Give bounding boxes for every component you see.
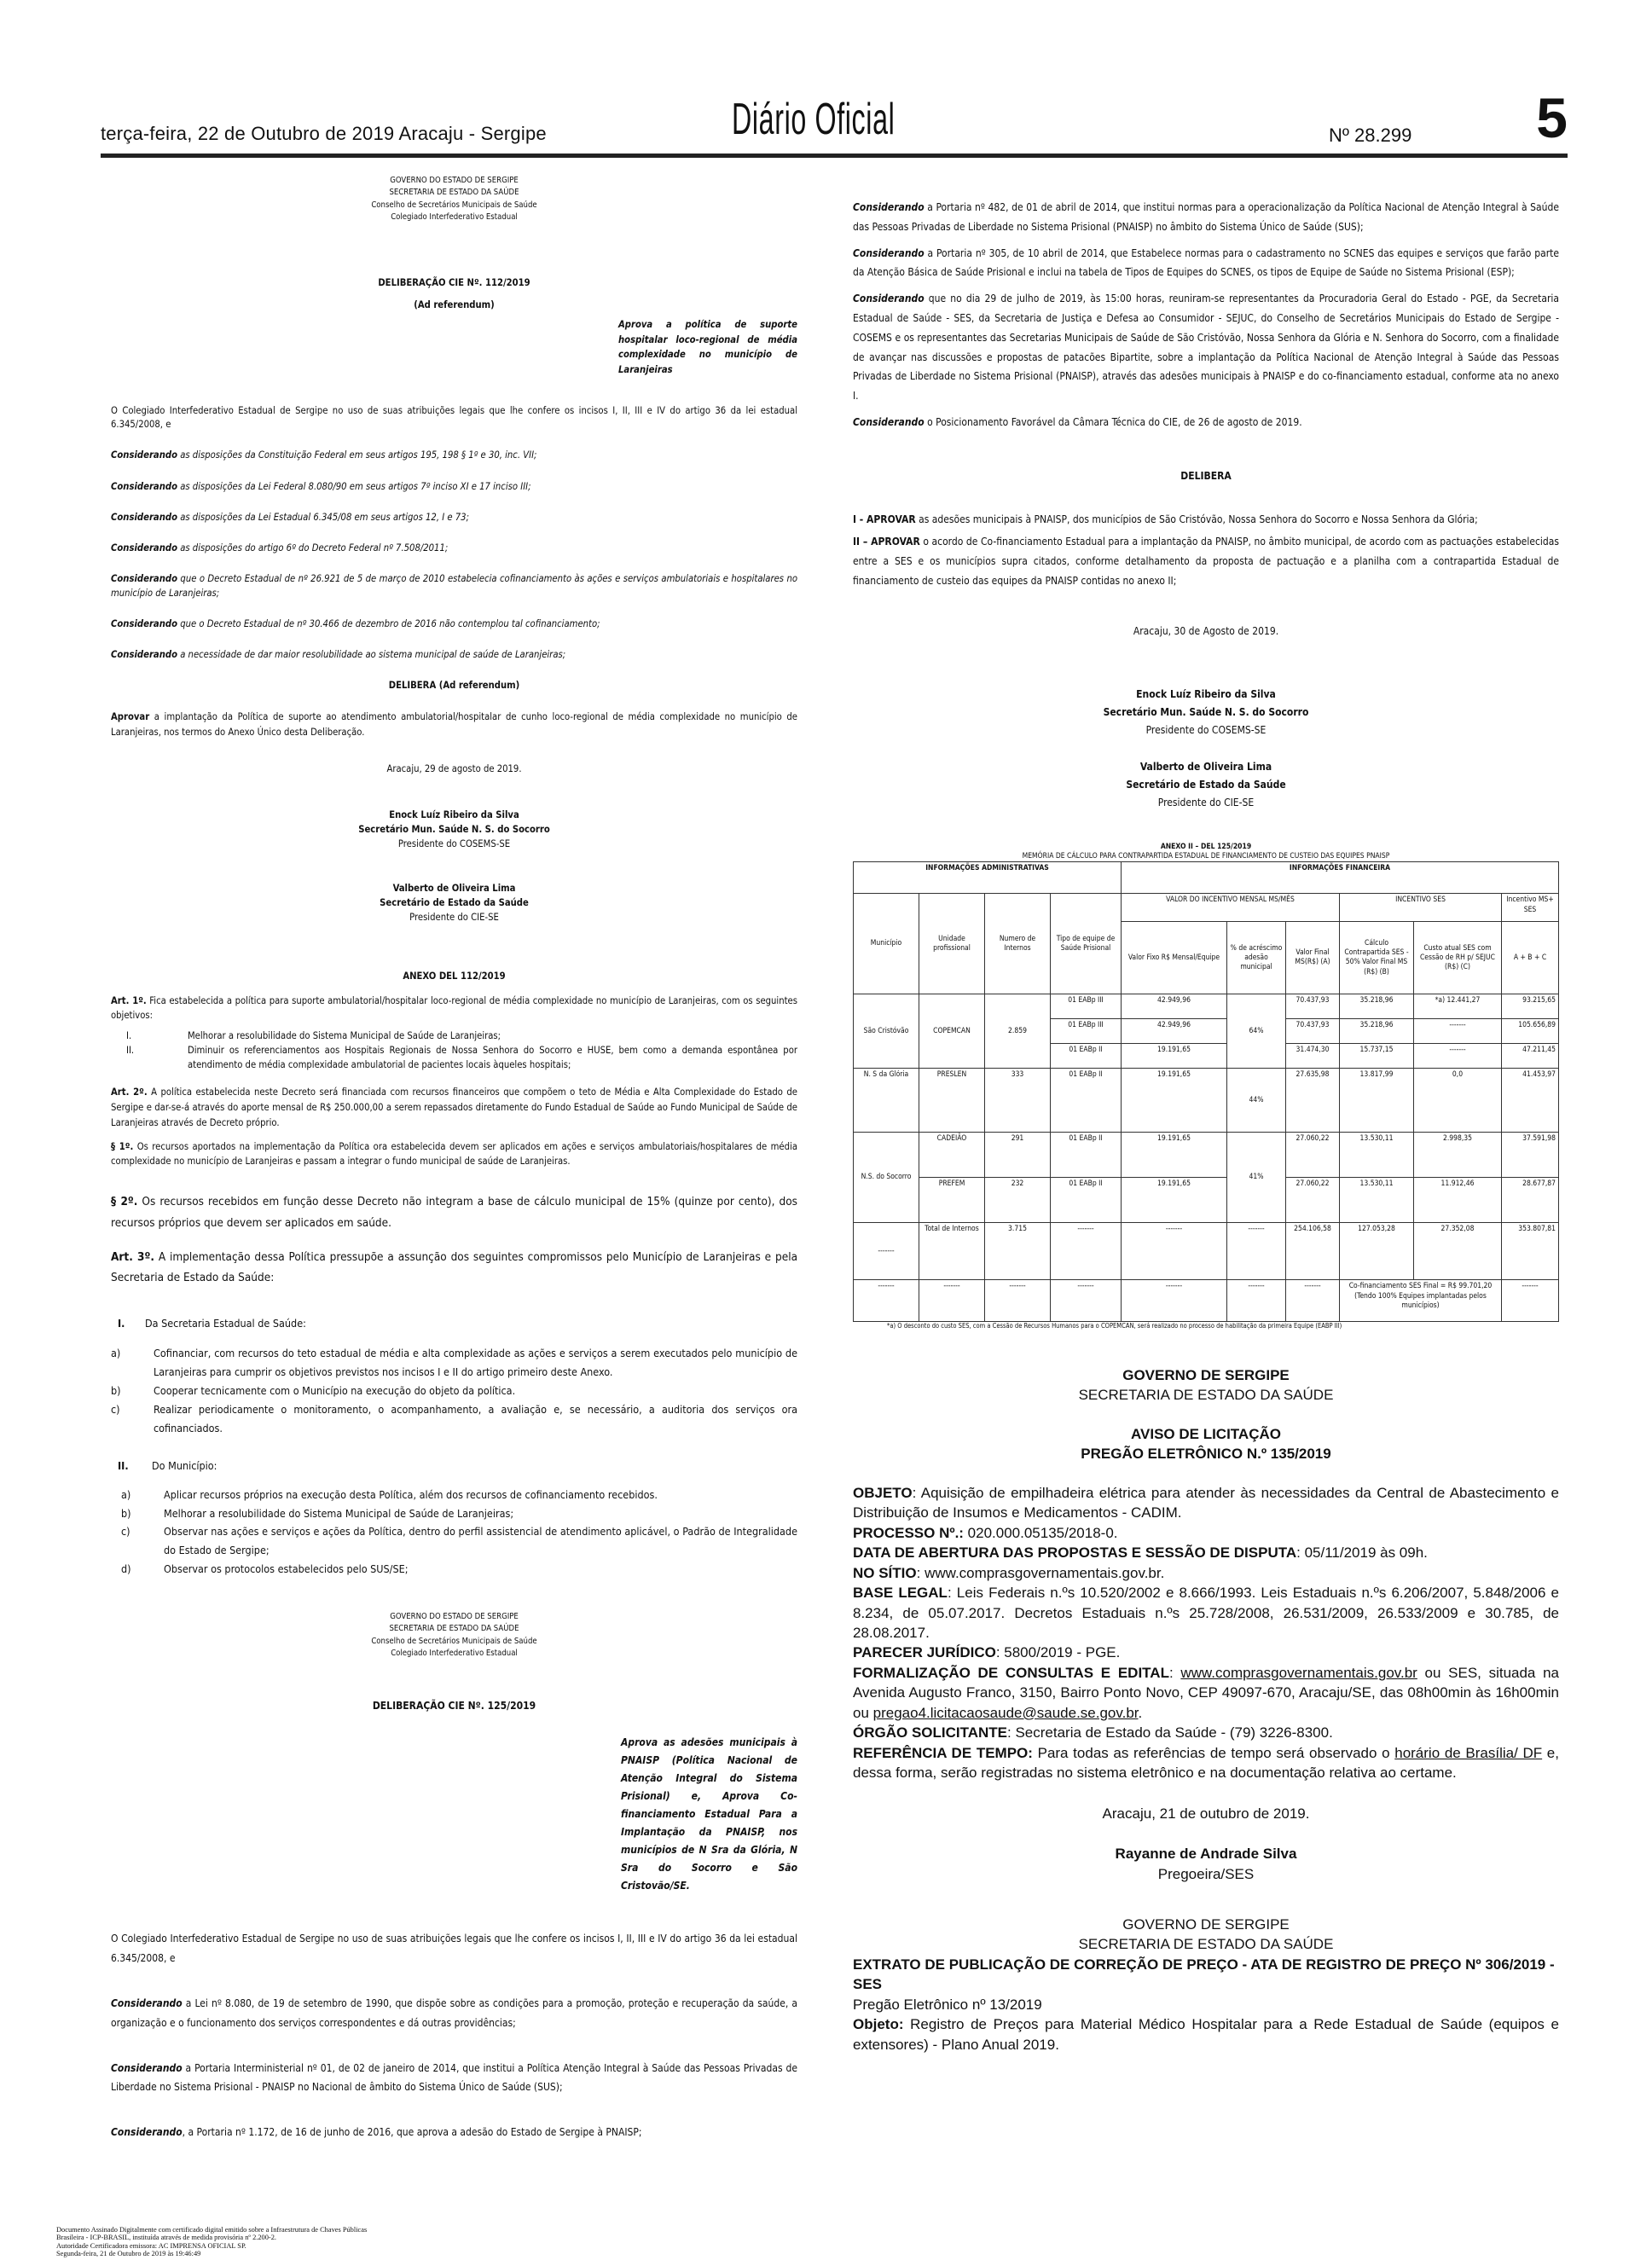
table-cell: 15.737,15 [1340,1044,1414,1069]
table-cell: *a) 12.441,27 [1414,994,1502,1019]
aviso-pregao: PREGÃO ELETRÔNICO N.º 135/2019 [1081,1446,1331,1463]
considerando-text: que o Decreto Estadual de nº 26.921 de 5 de março de 2010 estabelecia cofinanciamento às ações e serviços ambulatoriais e hospitalares no município de Laranjeiras; [111,573,797,599]
signer-title: Presidente do CIE-SE [1157,796,1255,808]
sec2 [111,1457,797,1579]
extrato-objeto-label: Objeto: [853,2016,904,2033]
list-text: Cooperar tecnicamente com o Município na execução do objeto da política. [154,1384,516,1398]
table-cell: 27.060,22 [1286,1133,1340,1178]
aprovar-text: a implantação da Política de suporte ao atendimento ambulatorial/hospitalar de cunho loco-regional de média complexidade no município de Laranjeiras, nos termos do Anexo Único desta Deliberação. [111,711,797,739]
considerando-lead: Considerando [111,511,177,523]
signer-role: Secretário Mun. Saúde N. S. do Socorro [358,823,550,835]
par2-lead: § 2º. [111,1195,138,1209]
considerando [111,2123,797,2142]
table-row [854,1069,1559,1133]
parecer-value: : 5800/2019 - PGE. [995,1644,1121,1661]
art1-list [111,1029,797,1073]
table-cell: 2.998,35 [1414,1133,1502,1178]
list-marker: a) [111,1347,121,1360]
table-cell: 0,0 [1414,1069,1502,1133]
sec2-mark: II. [118,1458,129,1472]
table-cell: ------- [1286,1280,1340,1322]
table-cell: ------- [1502,1280,1559,1322]
del125-ementa: Aprova as adesões municipais à PNAISP (Política Nacional de Atenção Integral do Sistema Prisional) e, Aprova Co-financiamento Estadual Para a Implantação da PNAISP, nos municípios de N Sra da Glória, N Sra do Socorro e São Cristovão/SE. [621,1736,797,1892]
footer-line: Documento Assinado Digitalmente com certificado digital emitido sobre a Infraestrutura de Chaves Públicas [56,2226,368,2234]
col-header: Valor Final MS(R$) (A) [1286,922,1340,994]
extrato-sec: SECRETARIA DE ESTADO DA SAÚDE [1078,1936,1334,1953]
table-cell: PRESLEN [919,1069,985,1133]
sitio-value: : www.comprasgovernamentais.gov.br. [916,1564,1165,1581]
sec1-list [111,1344,797,1437]
sec1-title: Da Secretaria Estadual de Saúde: [145,1316,306,1330]
considerando-text: a necessidade de dar maior resolubilidade ao sistema municipal de saúde de Laranjeiras; [177,649,566,661]
page-number: 5 [1536,86,1568,149]
table-cell: ------- [1122,1223,1227,1280]
col-header: Custo atual SES com Cessão de RH p/ SEJUC (R$) (C) [1414,922,1502,994]
item1-lead: I - APROVAR [853,513,916,525]
table-cell: N.S. do Socorro [854,1133,919,1223]
signer-name: Valberto de Oliveira Lima [392,882,516,894]
masthead-rule [101,154,1568,158]
header-line: Colegiado Interfederativo Estadual [391,1648,518,1658]
table-cell: 105.656,89 [1502,1019,1559,1044]
del112-header [111,175,797,223]
considerando [111,617,797,631]
processo-value: 020.000.05135/2018-0. [963,1524,1118,1541]
list-text: Cofinanciar, com recursos do teto estadual de média e alta complexidade as ações e serviços a serem executados pelo município de Laranjeiras para cumprir os objetivos previstos nos incisos I e II do artigo primeiro deste Anexo. [154,1347,797,1379]
considerando-text: que o Decreto Estadual de nº 30.466 de dezembro de 2016 não contemplou tal cofinanciamento; [177,617,600,629]
table-cell: ------- [1051,1223,1122,1280]
par2-text: Os recursos recebidos em função desse Decreto não integram a base de cálculo municipal de 15% (quinze por cento), dos recursos próprios que devem ser aplicados em saúde. [111,1195,797,1230]
table-cell: 3.715 [985,1223,1051,1280]
table-cell: 13.530,11 [1340,1133,1414,1178]
data-value: : 05/11/2019 às 09h. [1296,1544,1428,1562]
col-header: Município [854,894,919,994]
considerando [111,449,797,462]
table-cell: 41% [1227,1133,1286,1223]
list-item [111,1029,797,1043]
art2-lead: Art. 2º. [111,1086,148,1098]
considerando [853,289,1559,406]
signature-block [111,881,797,925]
art3-lead: Art. 3º. [111,1249,154,1264]
table-cell: 01 EABp III [1051,994,1122,1019]
del125-header [111,1611,797,1660]
del125-delibera: DELIBERA [1180,469,1232,482]
table-cell: São Cristóvão [854,994,919,1069]
col-header: Numero de Internos [985,894,1051,994]
data-label: DATA DE ABERTURA DAS PROPOSTAS E SESSÃO DE DISPUTA [853,1544,1297,1562]
table-cell: 2.859 [985,994,1051,1069]
table-row [854,1178,1559,1223]
table-cell: ------- [985,1280,1051,1322]
table-cell: ------- [1227,1280,1286,1322]
signature-block [853,758,1559,812]
table-cell: 13.530,11 [1340,1178,1414,1223]
considerando [111,1994,797,2033]
extrato-title: EXTRATO DE PUBLICAÇÃO DE CORREÇÃO DE PREÇO - ATA DE REGISTRO DE PREÇO Nº 306/2019 - SES [853,1956,1555,1993]
considerando [853,413,1559,432]
table-cell: 28.677,87 [1502,1178,1559,1223]
list-text: Melhorar a resolubilidade do Sistema Municipal de Saúde de Laranjeiras; [164,1506,514,1520]
sub-total: Incentivo MS+ SES [1502,894,1559,922]
list-marker: c) [111,1403,120,1417]
aviso-licitacao: GOVERNO DE SERGIPE SECRETARIA DE ESTADO DA SAÚDE AVISO DE LICITAÇÃO PREGÃO ELETRÔNICO N.º 135/2019 OBJETO: Aquisição de empilhadeira elétrica para atender às necessidades da Central de Abastecimento e Distribuição de Insumos e Medicamentos - CADIM. PROCESSO Nº.: 020.000.05135/2018-0. DATA DE ABERTURA DAS PROPOSTAS E SESSÃO DE DISPUTA: 05/11/2019 às 09h. NO SÍTIO: www.comprasgovernamentais.gov.br. BASE LEGAL: Leis Federais n.ºs 10.520/2002 e 8.666/1993. Leis Estaduais n.ºs 6.206/2007, 5.848/2006 e 8.234, de 05.07.2017. Decretos Estaduais n.ºs 25.728/2008, 26.531/2009, 26.533/2009 e 30.785, de 28.08.2017. PARECER JURÍDICO: 5800/2019 - PGE. FORMALIZAÇÃO DE CONSULTAS E EDITAL: www.comprasgovernamentais.gov.br ou SES, situada na Avenida Augusto Franco, 3150, Bairro Ponto Novo, CEP 49097-670, Aracaju/SE, das 08h00min às 16h00min ou pregao4.licitacaosaude@saude.se.gov.br. ÓRGÃO SOLICITANTE: Secretaria de Estado da Saúde - (79) 3226-8300. REFERÊNCIA DE TEMPO: Para todas as referências de tempo será observado o horário de Brasília/ DF e, dessa forma, serão registradas no sistema eletrônico e na documentação relativa ao certame. Aracaju, 21 de outubro de 2019. Rayanne de Andrade Silva Pregoeira/SES [853,1365,1559,1884]
considerando-text: a Portaria nº 482, de 01 de abril de 2014, que institui normas para a operacionalização da Política Nacional de Atenção Integral à Saúde das Pessoas Privadas de Liberdade no Sistema Prisional (PNAISP) no âmbito do Sistema Único de Saúde (SUS); [853,201,1559,233]
signer-name: Enock Luíz Ribeiro da Silva [389,808,519,820]
list-item [111,1382,797,1400]
table-cell: ------- [1122,1280,1227,1322]
list-item [111,1522,797,1560]
signature-block [111,808,797,852]
annex-title: ANEXO DEL 112/2019 [403,970,506,982]
table-cell: 01 EABp II [1051,1178,1122,1223]
form-label: FORMALIZAÇÃO DE CONSULTAS E EDITAL [853,1664,1169,1681]
table-cell: Co-financiamento SES Final = R$ 99.701,20 (Tendo 100% Equipes implantadas pelos municípios) [1340,1280,1502,1322]
considerando-text: as disposições do artigo 6º do Decreto Federal nº 7.508/2011; [177,542,449,554]
annex2-title: ANEXO II – DEL 125/2019 [1160,842,1252,851]
base-label: BASE LEGAL [853,1585,948,1602]
list-item [111,1043,797,1073]
aviso-gov: GOVERNO DE SERGIPE [1122,1366,1290,1383]
list-text: Realizar periodicamente o monitoramento, o acompanhamento, a avaliação e, se necessário, a auditoria dos serviços ora cofinanciados. [154,1403,797,1434]
del112-preamble: O Colegiado Interfederativo Estadual de Sergipe no uso de suas atribuições legais que lhe confere os incisos I, II, III e IV do artigo 36 da lei estadual 6.345/2008, e [111,404,797,431]
footer-line: Segunda-feira, 21 de Outubro de 2019 às 19:46:49 [56,2250,201,2258]
aviso-title: AVISO DE LICITAÇÃO [1131,1425,1281,1442]
list-marker: b) [111,1384,121,1398]
signer-name: Enock Luíz Ribeiro da Silva [1136,687,1276,700]
email-link[interactable]: pregao4.licitacaosaude@saude.se.gov.br [872,1704,1139,1721]
table-cell: 127.053,28 [1340,1223,1414,1280]
header-line: GOVERNO DO ESTADO DE SERGIPE [390,176,519,185]
list-item [111,1400,797,1438]
del125-considerandos-left [111,1994,797,2142]
annex2-subtitle: MEMÓRIA DE CÁLCULO PARA CONTRAPARTIDA ESTADUAL DE FINANCIAMENTO DE CUSTEIO DAS EQUIPES PNAISP [1022,852,1390,861]
art1-lead: Art. 1º. [111,994,147,1006]
table-cell: PREFEM [919,1178,985,1223]
considerando-lead: Considerando [111,649,177,661]
table-cell: 01 EABp II [1051,1044,1122,1069]
group-admin: INFORMAÇÕES ADMINISTRATIVAS [854,862,1122,894]
considerando [111,480,797,494]
table-cell: ------- [919,1280,985,1322]
del125-title: DELIBERAÇÃO CIE Nº. 125/2019 [372,1700,536,1713]
sec2-title: Do Município: [152,1458,217,1472]
considerando-text: o Posicionamento Favorável da Câmara Técnica do CIE, de 26 de agosto de 2019. [924,415,1302,428]
annex2-heading [853,843,1559,862]
del125-preamble: O Colegiado Interfederativo Estadual de Sergipe no uso de suas atribuições legais que lhe confere os incisos I, II, III e IV do artigo 36 da lei estadual 6.345/2008, e [111,1933,797,1965]
table-cell: 27.060,22 [1286,1178,1340,1223]
table-cell: ------- [1051,1280,1122,1322]
masthead [101,86,1568,155]
table-cell: 19.191,65 [1122,1069,1227,1133]
form-text: ou SES, situada na Avenida Augusto Franco, 3150, Bairro Ponto Novo, CEP 49097-670, Aracaju/SE, das 08h00min às 16h00min ou [853,1664,1559,1721]
del112-title: DELIBERAÇÃO CIE Nº. 112/2019 [378,277,530,288]
table-row-final [854,1280,1559,1322]
aviso-date: Aracaju, 21 de outubro de 2019. [1102,1805,1310,1822]
item2-lead: II – APROVAR [853,536,920,548]
left-column [111,175,797,2142]
considerando-lead: Considerando [111,617,177,629]
table-cell: 64% [1227,994,1286,1069]
table-cell: 11.912,46 [1414,1178,1502,1223]
table-cell: ------- [1227,1223,1286,1280]
table-cell: 19.191,65 [1122,1133,1227,1178]
signature-block [853,686,1559,739]
list-item [111,1560,797,1579]
considerando-lead: Considerando [111,2061,183,2074]
processo-label: PROCESSO Nº.: [853,1524,964,1541]
table-row [854,994,1559,1019]
list-marker: d) [121,1562,131,1576]
signer-role: Secretário Mun. Saúde N. S. do Socorro [1103,705,1309,718]
group-fin: INFORMAÇÕES FINANCEIRA [1122,862,1559,894]
sec1 [111,1314,797,1438]
orgao-value: : Secretaria de Estado da Saúde - (79) 3226-8300. [1007,1724,1333,1742]
list-text: Observar nas ações e serviços e ações da Política, dentro do perfil assistencial de atendimento aplicável, o Padrão de Integralidade do Estado de Sergipe; [164,1525,797,1557]
table-cell: N. S da Glória [854,1069,919,1133]
table-cell: 70.437,93 [1286,994,1340,1019]
table-cell: 27.635,98 [1286,1069,1340,1133]
edition-number: Nº 28.299 [1329,125,1412,146]
sub-ses: INCENTIVO SES [1340,894,1502,922]
considerando-text: as disposições da Constituição Federal em seus artigos 195, 198 § 1º e 30, inc. VII; [177,449,537,461]
del112-date: Aracaju, 29 de agosto de 2019. [386,763,522,775]
list-marker: I. [126,1029,132,1041]
considerando-lead: Considerando [111,1997,183,2010]
table-cell: 35.218,96 [1340,1019,1414,1044]
signer-title: Presidente do COSEMS-SE [1145,723,1267,736]
table-cell: 47.211,45 [1502,1044,1559,1069]
considerando-lead: Considerando [853,246,925,259]
table-cell: 27.352,08 [1414,1223,1502,1280]
table-cell: 232 [985,1178,1051,1223]
extrato-gov: GOVERNO DE SERGIPE [1122,1915,1290,1933]
del112-ementa: Aprova a política de suporte hospitalar loco-regional de média complexidade no município de Laranjeiras [618,319,797,375]
col-header: A + B + C [1502,922,1559,994]
table-cell: 35.218,96 [1340,994,1414,1019]
list-item [111,1504,797,1523]
header-line: Conselho de Secretários Municipais de Saúde [371,200,537,210]
sitio-label: NO SÍTIO [853,1564,917,1581]
table-cell: CADEIÃO [919,1133,985,1178]
sub-ms: VALOR DO INCENTIVO MENSAL MS/MÊS [1122,894,1340,922]
footer-line: Brasileira - ICP-BRASIL, instituída através de medida provisória nº 2.200-2. [56,2234,276,2242]
list-text: Melhorar a resolubilidade do Sistema Municipal de Saúde de Laranjeiras; [188,1029,501,1041]
extrato [853,1915,1559,2054]
signer-title: Presidente do COSEMS-SE [397,838,511,850]
considerando-lead: Considerando [111,2126,183,2139]
col-header: Valor Fixo R$ Mensal/Equipe [1122,922,1227,994]
aviso-signer-role: Pregoeira/SES [1157,1865,1255,1882]
aviso-signer: Rayanne de Andrade Silva [1115,1846,1297,1863]
newspaper-title: Diário Oficial [732,95,896,144]
considerando-lead: Considerando [111,573,177,585]
table-cell: 333 [985,1069,1051,1133]
right-column [853,191,1559,2054]
sec2-list [111,1486,797,1579]
item2-text: o acordo de Co-financiamento Estadual para a implantação da PNAISP, no âmbito municipal, de acordo com as pactuações estabelecidas entre a SES e os municípios supra citados, conforme detalhamento da proposta de pactuação e a planilha com a contrapartida Estadual de financiamento de custeio das equipes da PNAISP contidas no anexo II; [853,536,1560,587]
sec1-mark: I. [118,1316,125,1330]
considerando-lead: Considerando [853,201,925,213]
item1-text: as adesões municipais à PNAISP, dos municípios de São Cristóvão, Nossa Senhora do Socorro e Nossa Senhora da Glória; [915,513,1478,525]
table-cell: 19.191,65 [1122,1044,1227,1069]
del112-considerandos [111,449,797,662]
brasilia-time-link: horário de Brasília/ DF [1394,1744,1543,1761]
table-cell: 93.215,65 [1502,994,1559,1019]
annex2-footnote: *a) O desconto do custo SES, com a Cessão de Recursos Humanos para o COPEMCAN, será realizado no processo de habilitação da primeira Equipe (EABP III) [887,1322,1342,1330]
header-line: GOVERNO DO ESTADO DE SERGIPE [390,1612,519,1622]
considerando-lead: Considerando [853,293,925,305]
del125-date: Aracaju, 30 de Agosto de 2019. [1133,624,1279,637]
considerando [111,511,797,524]
list-text: Observar os protocolos estabelecidos pelo SUS/SE; [164,1562,409,1576]
table-cell: 42.949,96 [1122,1019,1227,1044]
compras-link[interactable]: www.comprasgovernamentais.gov.br [1180,1664,1417,1681]
table-cell: 41.453,97 [1502,1069,1559,1133]
considerando-text: as disposições da Lei Federal 8.080/90 em seus artigos 7º inciso XI e 17 inciso III; [177,480,531,492]
par1-lead: § 1º. [111,1140,134,1152]
table-cell: 31.474,30 [1286,1044,1340,1069]
col-header: Cálculo Contrapartida SES - 50% Valor Final MS (R$) (B) [1340,922,1414,994]
table-cell: 01 EABp III [1051,1019,1122,1044]
signer-title: Presidente do CIE-SE [409,912,499,924]
table-cell: 254.106,58 [1286,1223,1340,1280]
col-header: Unidade profissional [919,894,985,994]
table-cell: 291 [985,1133,1051,1178]
list-marker: II. [126,1045,135,1057]
ref-text: Para todas as referências de tempo será observado o [1032,1744,1395,1761]
footer-line: Autoridade Certificadora emissora: AC IMPRENSA OFICIAL SP. [56,2241,246,2250]
list-text: Aplicar recursos próprios na execução desta Política, além dos recursos de cofinanciamento recebidos. [164,1487,658,1501]
del125-considerandos-right [853,198,1559,432]
list-marker: b) [121,1506,131,1520]
annex2-table [853,861,1559,1322]
table-cell: 13.817,99 [1340,1069,1414,1133]
considerando [853,244,1559,283]
objeto-label: OBJETO [853,1484,913,1501]
signer-role: Secretário de Estado da Saúde [1126,778,1286,791]
issue-date: terça-feira, 22 de Outubro de 2019 Aracaju - Sergipe [101,123,547,144]
signer-role: Secretário de Estado da Saúde [380,897,529,908]
considerando-text: a Portaria nº 305, de 10 abril de 2014, que Estabelece normas para o cadastramento no SCNES das equipes e serviços que farão parte da Atenção Básica de Saúde Prisional e inclui na tabela de Tipos de Equipes do SCNES, os tipos de Equipe de Saúde no Sistema Prisional (ESP); [853,246,1559,279]
ref-label: REFERÊNCIA DE TEMPO: [853,1744,1033,1761]
considerando-lead: Considerando [853,415,925,428]
parecer-label: PARECER JURÍDICO [853,1644,996,1661]
art1-text: Fica estabelecida a política para suporte ambulatorial/hospitalar loco-regional de média complexidade no município de Laranjeiras, com os seguintes objetivos: [111,994,797,1022]
table-cell: ------- [854,1223,919,1280]
objeto-value: : Aquisição de empilhadeira elétrica para atender às necessidades da Central de Abastecimento e Distribuição de Insumos e Medicamentos - CADIM. [853,1484,1559,1521]
par1-text: Os recursos aportados na implementação da Política ora estabelecida devem ser aplicados em ações e serviços ambulatoriais/hospitalares de média complexidade no município de Laranjeiras e passam a integrar o fundo municipal de saúde de Laranjeiras. [111,1140,797,1168]
considerando [111,572,797,600]
table-cell: 44% [1227,1069,1286,1133]
table-row [854,1133,1559,1178]
table-cell: 19.191,65 [1122,1178,1227,1223]
list-text: Diminuir os referenciamentos aos Hospitais Regionais de Nossa Senhora do Socorro e HUSE, bem como a demanda espontânea por atendimento de média complexidade ambulatorial de pacientes locais àqueles hospitais; [188,1045,797,1071]
considerando-lead: Considerando [111,449,177,461]
extrato-objeto-value: Registro de Preços para Material Médico Hospitalar para a Rede Estadual de Saúde (equipos e extensores) - Plano Anual 2019. [853,2016,1559,2053]
extrato-pregao: Pregão Eletrônico nº 13/2019 [853,1996,1042,2013]
del112-delibera: DELIBERA (Ad referendum) [388,680,520,692]
considerando-text: , a Portaria nº 1.172, de 16 de junho de 2016, que aprova a adesão do Estado de Sergipe à PNAISP; [182,2126,642,2139]
table-row-total [854,1223,1559,1280]
table-cell: ------- [854,1280,919,1322]
header-line: Conselho de Secretários Municipais de Saúde [371,1636,537,1646]
signer-name: Valberto de Oliveira Lima [1139,760,1272,773]
list-marker: a) [121,1487,131,1501]
base-value: : Leis Federais n.ºs 10.520/2002 e 8.666/1993. Leis Estaduais n.ºs 6.206/2007, 5.848/2006 e 8.234, de 05.07.2017. Decretos Estaduais n.ºs 25.728/2008, 26.531/2009, 26.533/2009 e 30.785, de 28.08.2017. [853,1585,1559,1641]
considerando-text: as disposições da Lei Estadual 6.345/08 em seus artigos 12, I e 73; [177,511,469,523]
considerando [111,542,797,555]
table-cell: COPEMCAN [919,994,985,1069]
table-cell: 70.437,93 [1286,1019,1340,1044]
considerando-text: a Lei nº 8.080, de 19 de setembro de 1990, que dispõe sobre as condições para a promoção, proteção e recuperação da saúde, a organização e o funcionamento dos serviços correspondentes e dá outras providências; [111,1997,797,2029]
considerando [111,648,797,662]
considerando-text: que no dia 29 de julho de 2019, às 15:00 horas, reuniram-se representantes da Procuradoria Geral do Estado - PGE, da Secretaria Estadual de Saúde - SES, da Secretaria de Justiça e Defesa ao Consumidor - SEJUC, do Conselho de Secretários Municipais do Estado de Sergipe - COSEMS e os representantes das Secretarias Municipais de Saúde de São Cristóvão, Nossa Senhora da Glória e N. Senhora do Socorro, com a finalidade de avançar nas discussões e propostas de patacões Bipartite, sobre a implantação da Política Nacional de Atenção Integral à Saúde das Pessoas Privadas de Liberdade no Sistema Prisional (PNAISP), através das adesões municipais à PNAISP e do co-financiamento estadual, conforme ata no anexo I. [853,293,1559,403]
considerando-lead: Considerando [111,480,177,492]
aprovar-lead: Aprovar [111,711,150,723]
list-marker: c) [121,1525,130,1539]
considerando [853,198,1559,237]
del112-subtitle: (Ad referendum) [414,299,495,311]
table-cell: 42.949,96 [1122,994,1227,1019]
art2-text: A política estabelecida neste Decreto será financiada com recursos financeiros que compõem o teto de Média e Alta Complexidade do Estado de Sergipe e dar-se-á através do aporte mensal de R$ 250.000,00 a serem repassados diretamente do Fundo Estadual de Saúde ao Fundo Municipal de Saúde de Laranjeiras através de Decreto próprio. [111,1086,797,1128]
table-cell: 37.591,98 [1502,1133,1559,1178]
header-line: Colegiado Interfederativo Estadual [391,212,518,222]
table-cell: 353.807,81 [1502,1223,1559,1280]
header-line: SECRETARIA DE ESTADO DA SAÚDE [389,188,519,198]
table-cell: Total de Internos [919,1223,985,1280]
ref-text-end: e, dessa forma, serão registradas no sistema eletrônico e na documentação relativa ao certame. [853,1744,1559,1782]
list-item [111,1344,797,1382]
considerando [111,2059,797,2098]
aviso-sec: SECRETARIA DE ESTADO DA SAÚDE [1078,1387,1334,1404]
orgao-label: ÓRGÃO SOLICITANTE [853,1724,1008,1742]
art3-text: A implementação dessa Política pressupõe a assunção dos seguintes compromissos pelo Município de Laranjeiras e pela Secretaria de Estado da Saúde: [111,1249,798,1285]
considerando-text: a Portaria Interministerial nº 01, de 02 de janeiro de 2014, que institui a Política Atenção Integral à Saúde das Pessoas Privadas de Liberdade no Sistema Prisional - PNAISP no Nacional de âmbito do Sistema Único de Saúde (SUS); [111,2061,797,2094]
header-line: SECRETARIA DE ESTADO DA SAÚDE [389,1624,519,1634]
col-header: Tipo de equipe de Saúde Prisional [1051,894,1122,994]
table-cell: ------- [1414,1044,1502,1069]
list-item [111,1486,797,1504]
table-cell: 01 EABp II [1051,1133,1122,1178]
table-cell: ------- [1414,1019,1502,1044]
col-header: % de acréscimo adesão municipal [1227,922,1286,994]
digital-signature-footer [56,2226,449,2258]
table-cell: 01 EABp II [1051,1069,1122,1133]
considerando-lead: Considerando [111,542,177,554]
